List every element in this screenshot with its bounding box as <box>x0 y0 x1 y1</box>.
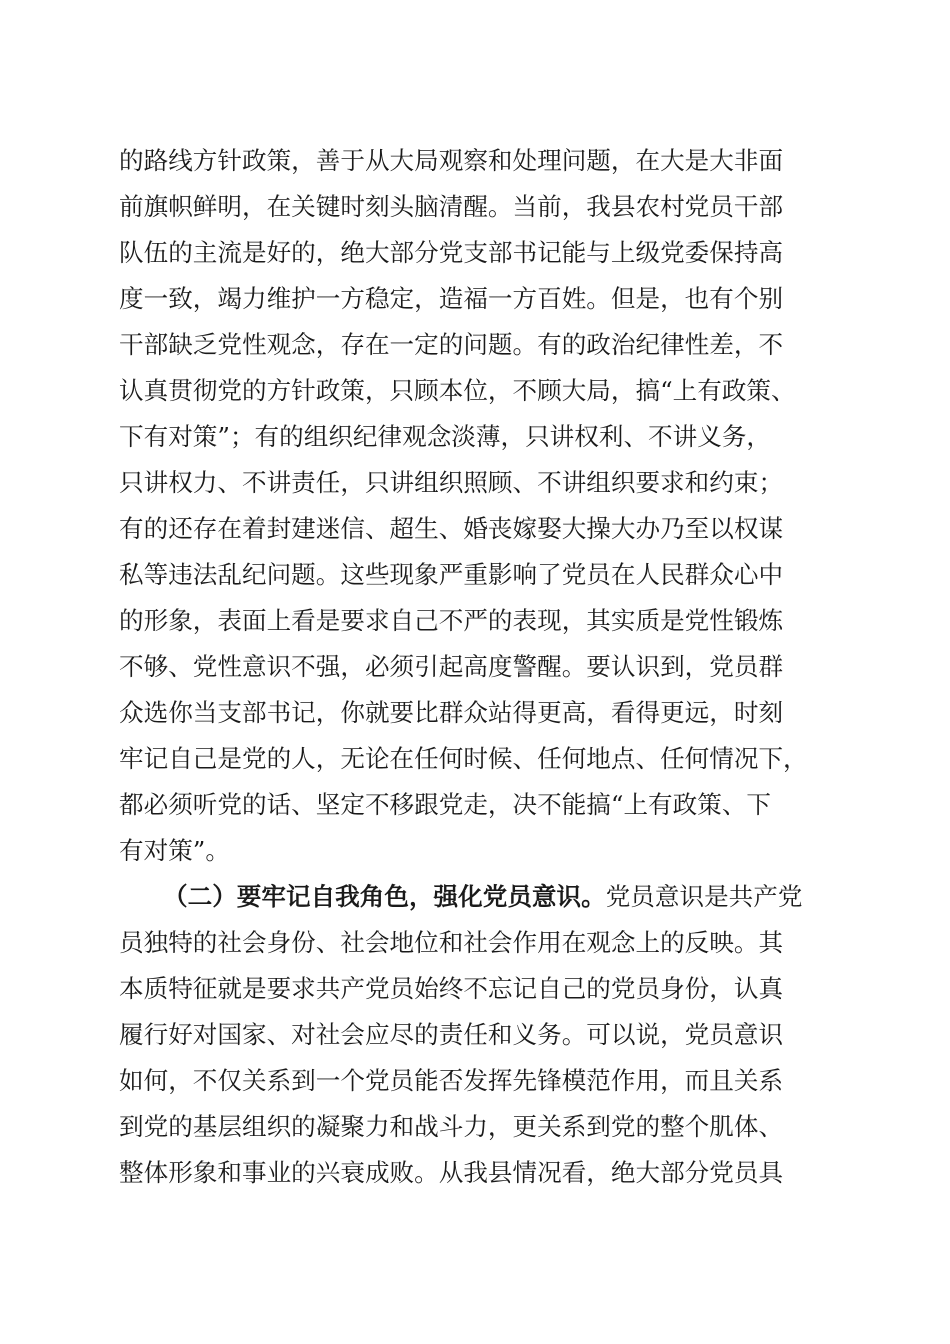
text-line: 众选你当支部书记，你就要比群众站得更高，看得更远，时刻 <box>119 698 784 727</box>
text-line: 的形象，表面上看是要求自己不严的表现，其实质是党性锻炼 <box>119 606 784 635</box>
text-run: 党员意识是共产党 <box>605 882 803 911</box>
text-line: 队伍的主流是好的，绝大部分党支部书记能与上级党委保持高 <box>119 238 784 267</box>
text-line: 干部缺乏党性观念，存在一定的问题。有的政治纪律性差，不 <box>119 330 784 359</box>
text-line: 认真贯彻党的方针政策，只顾本位，不顾大局，搞“上有政策、 <box>119 376 796 405</box>
text-line: 有对策”。 <box>119 836 230 865</box>
text-line: 下有对策”；有的组织纪律观念淡薄，只讲权利、不讲义务， <box>119 422 772 451</box>
text-line: 私等违法乱纪问题。这些现象严重影响了党员在人民群众心中 <box>119 560 784 589</box>
text-line: 牢记自己是党的人，无论在任何时候、任何地点、任何情况下， <box>119 744 808 773</box>
text-line: 到党的基层组织的凝聚力和战斗力，更关系到党的整个肌体、 <box>119 1112 784 1141</box>
text-line: 不够、党性意识不强，必须引起高度警醒。要认识到，党员群 <box>119 652 784 681</box>
text-line: 员独特的社会身份、社会地位和社会作用在观念上的反映。其 <box>119 928 784 957</box>
text-line: 有的还存在着封建迷信、超生、婚丧嫁娶大操大办乃至以权谋 <box>119 514 784 543</box>
text-line: 本质特征就是要求共产党员始终不忘记自己的党员身份，认真 <box>119 974 784 1003</box>
text-line: 整体形象和事业的兴衰成败。从我县情况看，绝大部分党员具 <box>119 1158 784 1187</box>
text-line: 履行好对国家、对社会应尽的责任和义务。可以说，党员意识 <box>119 1020 784 1049</box>
text-line: 的路线方针政策，善于从大局观察和处理问题，在大是大非面 <box>119 146 784 175</box>
text-line: 前旗帜鲜明，在关键时刻头脑清醒。当前，我县农村党员干部 <box>119 192 784 221</box>
paragraph-first-line <box>163 877 883 917</box>
text-line: 如何，不仅关系到一个党员能否发挥先锋模范作用，而且关系 <box>119 1066 784 1095</box>
text-line: 度一致，竭力维护一方稳定，造福一方百姓。但是，也有个别 <box>119 284 784 313</box>
text-line: 都必须听党的话、坚定不移跟党走，决不能搞“上有政策、下 <box>119 790 772 819</box>
section-heading: （二）要牢记自我角色，强化党员意识。 <box>163 882 606 911</box>
text-line: 只讲权力、不讲责任，只讲组织照顾、不讲组织要求和约束； <box>119 468 784 497</box>
